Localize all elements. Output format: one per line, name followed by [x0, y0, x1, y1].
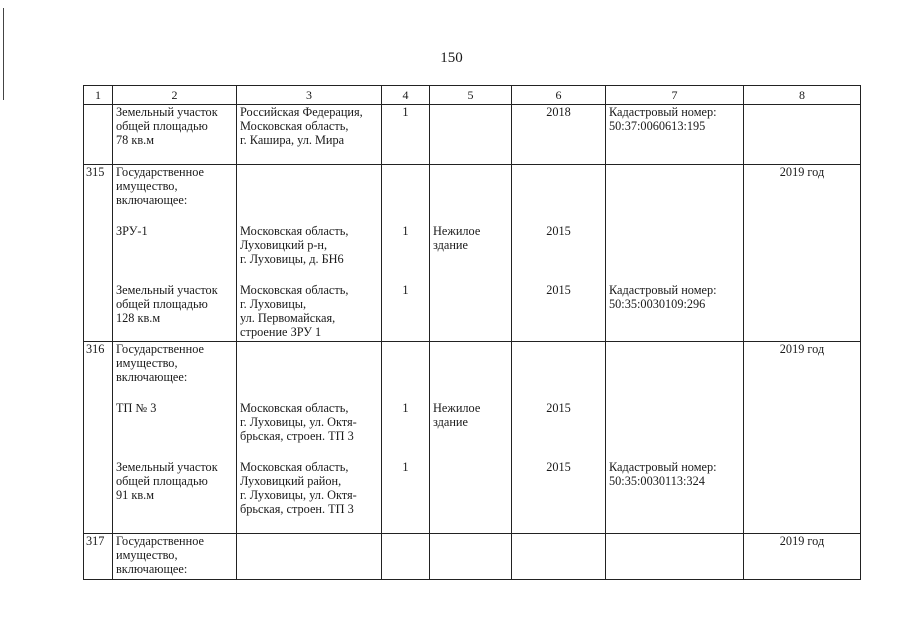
row-number: 317	[84, 534, 113, 580]
text-line: имущество,	[116, 548, 178, 562]
column-header: 8	[744, 86, 861, 105]
object-year	[512, 342, 606, 534]
text-line: 78 кв.м	[116, 133, 155, 147]
object-quantity	[382, 165, 430, 342]
object-year: 2018	[512, 105, 606, 165]
text-line: Нежилое	[433, 401, 481, 415]
table-row	[84, 534, 861, 580]
text-line: включающее:	[116, 370, 188, 384]
cadastral-info	[606, 165, 744, 342]
inclusion-year: 2019 год	[744, 342, 861, 534]
text-line: 2015	[546, 401, 571, 415]
text-line: 91 кв.м	[116, 488, 155, 502]
text-line: Земельный участок	[116, 105, 218, 119]
column-header: 5	[430, 86, 512, 105]
column-header: 2	[113, 86, 237, 105]
column-header: 3	[237, 86, 382, 105]
column-header: 1	[84, 86, 113, 105]
text-line: брьская, строен. ТП 3	[240, 502, 354, 516]
object-type	[430, 165, 512, 342]
text-line: общей площадью	[116, 297, 208, 311]
text-line: 1	[402, 401, 409, 415]
object-address	[237, 342, 382, 534]
text-line: 128 кв.м	[116, 311, 161, 325]
text-line: 50:35:0030109:296	[609, 297, 706, 311]
object-type	[430, 534, 512, 580]
object-name	[113, 534, 237, 580]
text-line: Кадастровый номер:	[609, 283, 717, 297]
object-name	[113, 105, 237, 165]
text-line: г. Луховицы, ул. Октя-	[240, 415, 357, 429]
text-line: здание	[433, 415, 468, 429]
text-line: имущество,	[116, 356, 178, 370]
text-line: брьская, строен. ТП 3	[240, 429, 354, 443]
text-line: имущество,	[116, 179, 178, 193]
object-quantity	[382, 534, 430, 580]
row-number	[84, 105, 113, 165]
object-name	[113, 165, 237, 342]
object-year	[512, 534, 606, 580]
table-row	[84, 342, 861, 534]
object-address	[237, 165, 382, 342]
text-line: Государственное	[116, 342, 204, 356]
text-line: включающее:	[116, 193, 188, 207]
text-line: г. Кашира, ул. Мира	[240, 133, 345, 147]
object-quantity: 1	[382, 105, 430, 165]
text-line: общей площадью	[116, 119, 208, 133]
table-row	[84, 165, 861, 342]
cadastral-info	[606, 342, 744, 534]
registry-table	[83, 85, 861, 580]
text-line: включающее:	[116, 562, 188, 576]
text-line: 2015	[546, 460, 571, 474]
text-line: г. Луховицы, ул. Октя-	[240, 488, 357, 502]
text-line: здание	[433, 238, 468, 252]
text-line: ТП № 3	[116, 401, 157, 415]
column-header: 6	[512, 86, 606, 105]
row-number: 316	[84, 342, 113, 534]
text-line: 50:35:0030113:324	[609, 474, 705, 488]
cadastral-info	[606, 534, 744, 580]
text-line: Государственное	[116, 165, 204, 179]
column-number-row	[84, 86, 861, 105]
text-line: Земельный участок	[116, 460, 218, 474]
text-line: Земельный участок	[116, 283, 218, 297]
object-year	[512, 165, 606, 342]
text-line: Нежилое	[433, 224, 481, 238]
text-line: Московская область,	[240, 401, 349, 415]
inclusion-year: 2019 год	[744, 534, 861, 580]
text-line: ЗРУ-1	[116, 224, 148, 238]
cadastral-info	[606, 105, 744, 165]
text-line: Московская область,	[240, 283, 349, 297]
column-header: 7	[606, 86, 744, 105]
text-line: 2015	[546, 283, 571, 297]
text-line: 1	[402, 283, 409, 297]
object-address	[237, 534, 382, 580]
text-line: Луховицкий район,	[240, 474, 342, 488]
text-line: Московская область,	[240, 224, 349, 238]
text-line: 2015	[546, 224, 571, 238]
text-line: ул. Первомайская,	[240, 311, 336, 325]
text-line: общей площадью	[116, 474, 208, 488]
text-line: Кадастровый номер:	[609, 105, 717, 119]
row-number: 315	[84, 165, 113, 342]
text-line: г. Луховицы, д. БН6	[240, 252, 344, 266]
text-line: г. Луховицы,	[240, 297, 307, 311]
object-address	[237, 105, 382, 165]
text-line: Московская область,	[240, 460, 349, 474]
text-line: Московская область,	[240, 119, 349, 133]
table-row	[84, 105, 861, 165]
inclusion-year	[744, 105, 861, 165]
object-quantity	[382, 342, 430, 534]
text-line: Луховицкий р-н,	[240, 238, 328, 252]
object-type	[430, 105, 512, 165]
page-number: 150	[440, 50, 463, 66]
text-line: Государственное	[116, 534, 204, 548]
text-line: строение ЗРУ 1	[240, 325, 322, 339]
object-type	[430, 342, 512, 534]
column-header: 4	[382, 86, 430, 105]
text-line: Кадастровый номер:	[609, 460, 717, 474]
inclusion-year: 2019 год	[744, 165, 861, 342]
object-name	[113, 342, 237, 534]
text-line: Российская Федерация,	[240, 105, 363, 119]
text-line: 1	[402, 460, 409, 474]
text-line: 50:37:0060613:195	[609, 119, 706, 133]
text-line: 1	[402, 224, 409, 238]
